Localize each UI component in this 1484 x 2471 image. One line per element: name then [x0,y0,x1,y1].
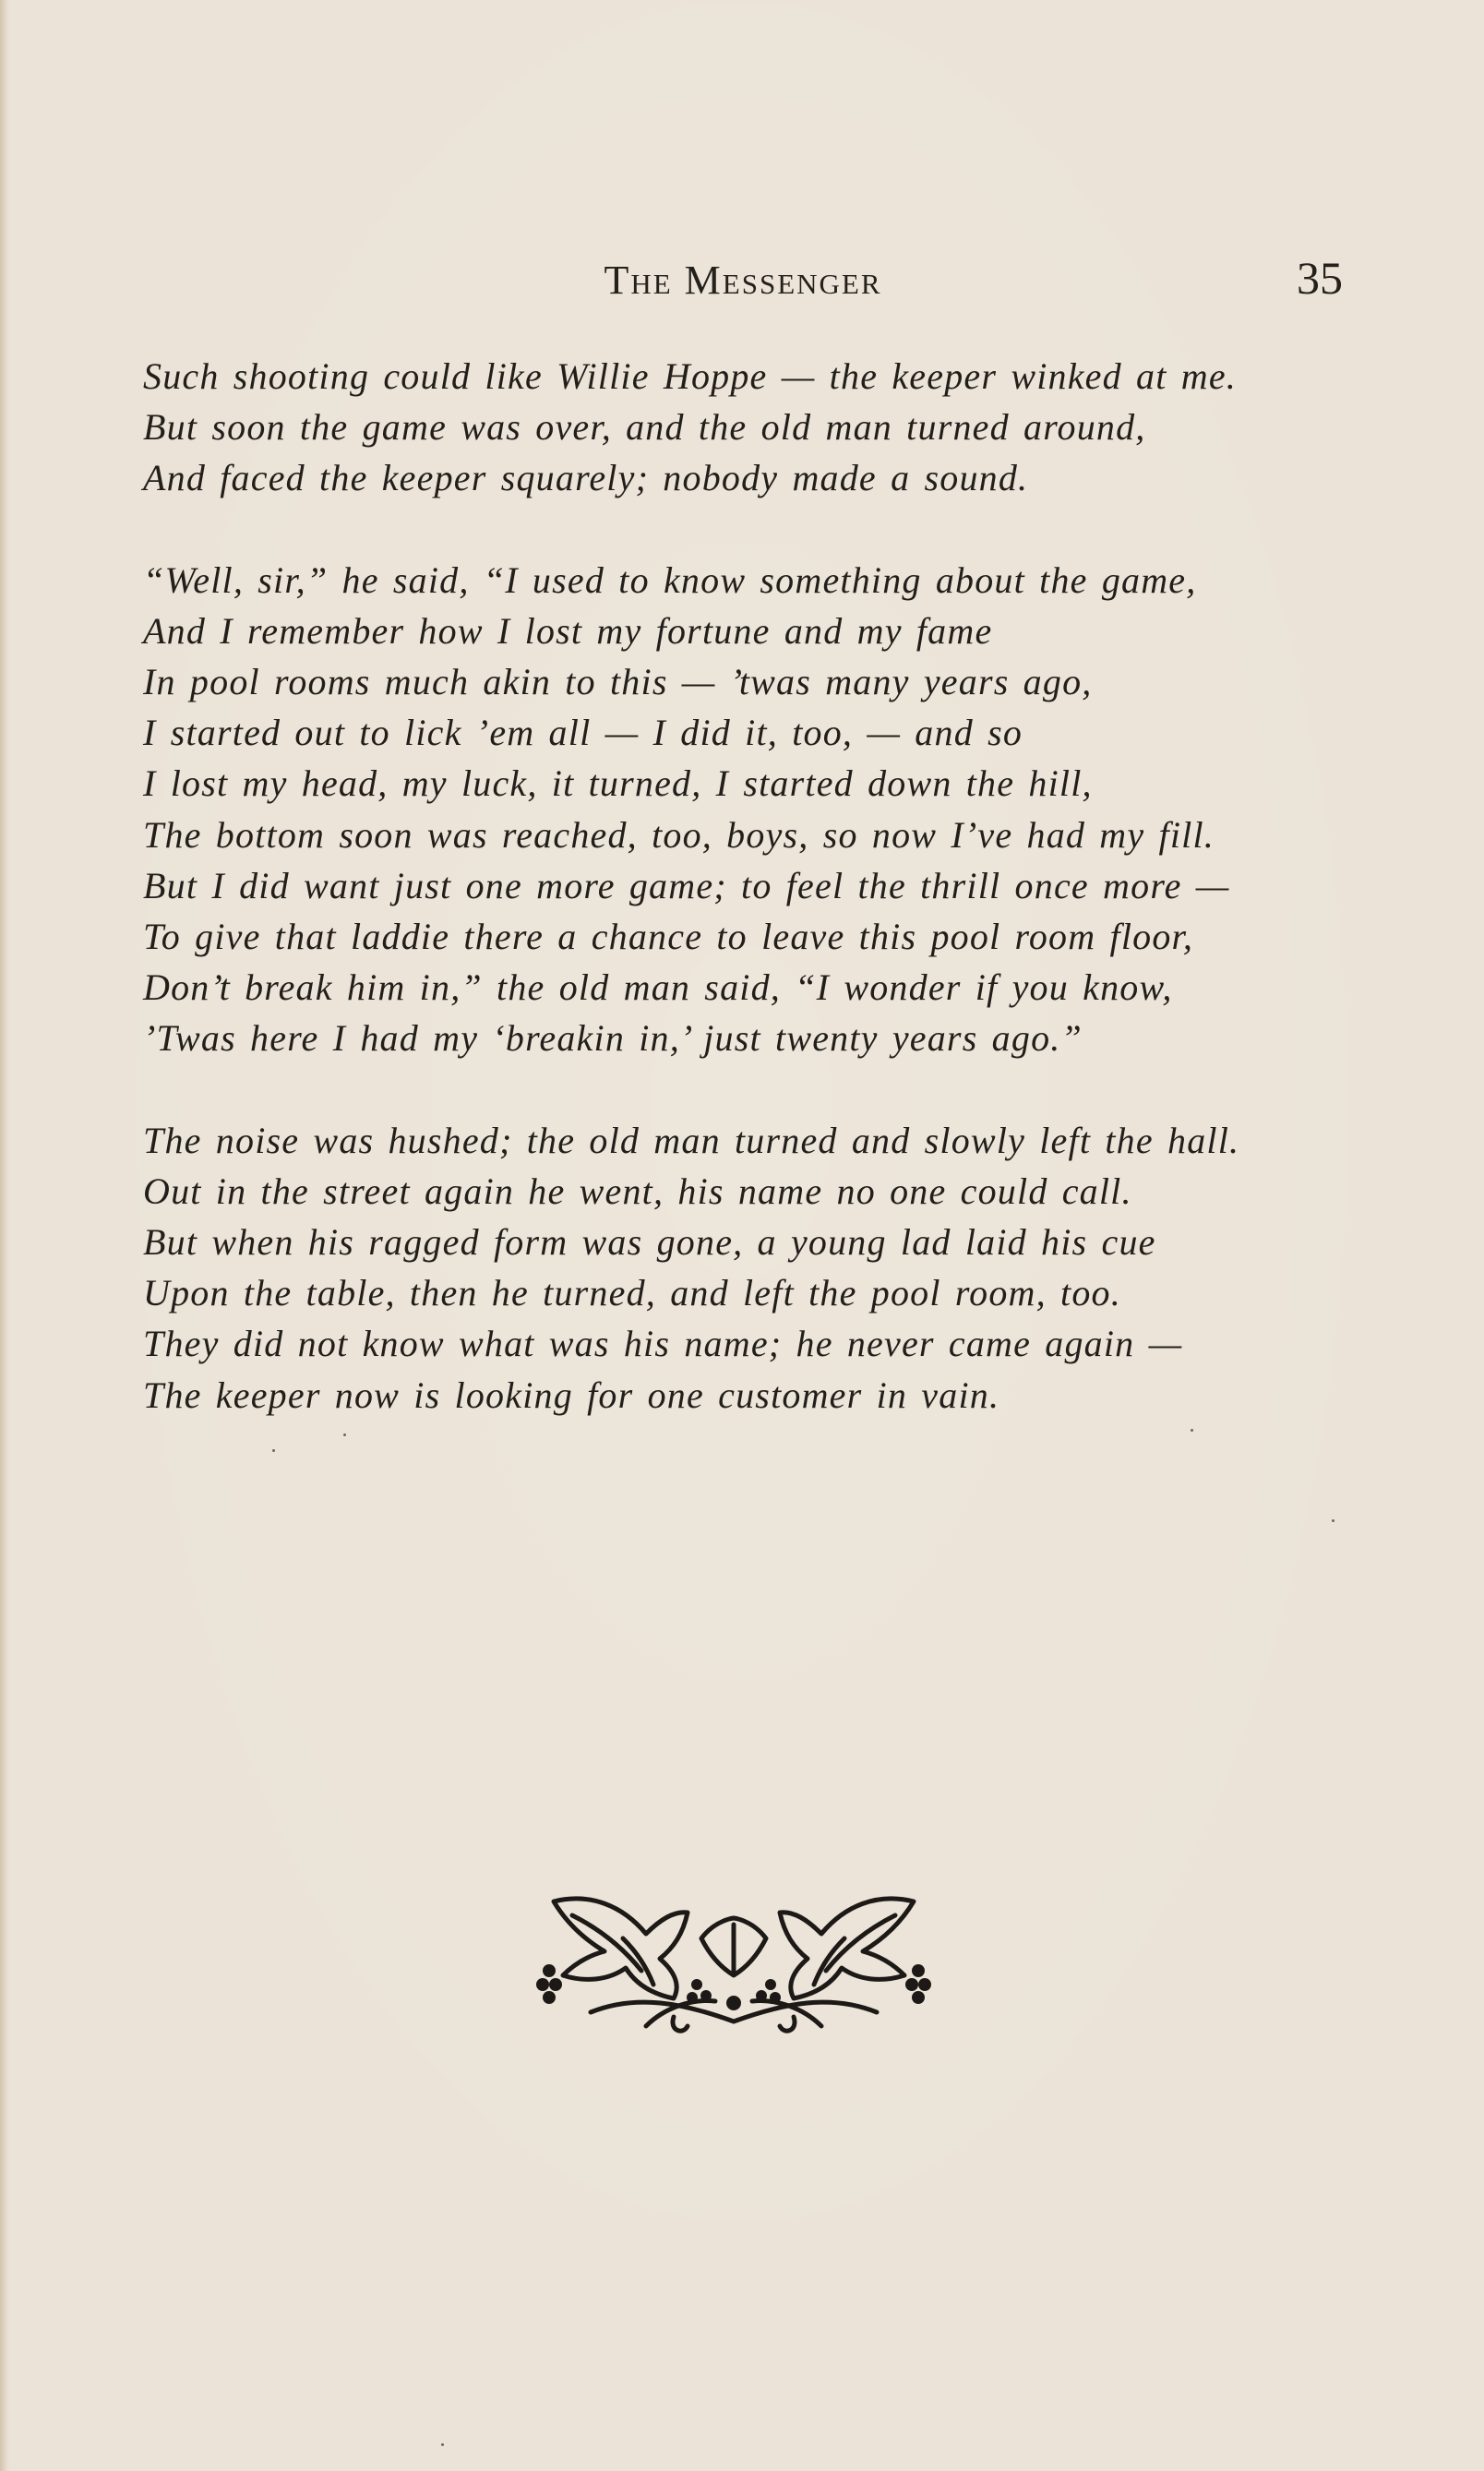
print-speck [343,1433,346,1436]
stanza-1 [143,351,1361,504]
poem-line: They did not know what was his name; he never came again — [143,1323,1183,1365]
poem-line: ’Twas here I had my ‘breakin in,’ just twenty years ago.” [143,1017,1083,1060]
page-edge [0,0,9,2471]
poem-line: But I did want just one more game; to feel the thrill once more — [143,864,1230,906]
poem-line: But when his ragged form was gone, a young lad laid his cue [143,1221,1156,1264]
poem-line: The noise was hushed; the old man turned and slowly left the hall. [143,1119,1240,1161]
stanza-2 [143,555,1361,1064]
poem-line: And I remember how I lost my fortune and my fame [143,609,993,652]
poem-line: But soon the game was over, and the old man turned around, [143,406,1146,449]
vine-leaf-ornament-icon [535,1883,932,2040]
poem-line: Such shooting could like Willie Hoppe — the keeper winked at me. [143,355,1237,397]
print-speck [1191,1429,1193,1432]
poem-line: And faced the keeper squarely; nobody made a sound. [143,457,1029,499]
poem-line: The keeper now is looking for one customer in vain. [143,1373,1000,1416]
poem-line: Out in the street again he went, his name no one could call. [143,1170,1132,1212]
poem-line: In pool rooms much akin to this — ’twas many years ago, [143,661,1093,703]
poem-line: Don’t break him in,” the old man said, “I wonder if you know, [143,966,1173,1009]
running-head-title: The Messenger [604,258,882,303]
print-speck [272,1449,275,1452]
poem-line: “Well, sir,” he said, “I used to know something about the game, [143,558,1197,601]
print-speck [1332,1519,1334,1522]
print-speck [441,2443,444,2446]
poem-line: The bottom soon was reached, too, boys, so now I’ve had my fill. [143,813,1215,856]
poem-line: To give that laddie there a chance to leave this pool room floor, [143,916,1194,958]
running-head [143,251,1343,316]
poem-line: Upon the table, then he turned, and left the pool room, too. [143,1272,1121,1314]
poem-line: I started out to lick ’em all — I did it, too, — and so [143,712,1023,754]
poem-line: I lost my head, my luck, it turned, I started down the hill, [143,762,1093,805]
page-number: 35 [1297,252,1343,304]
poem-body [143,351,1361,1471]
stanza-3 [143,1115,1361,1421]
